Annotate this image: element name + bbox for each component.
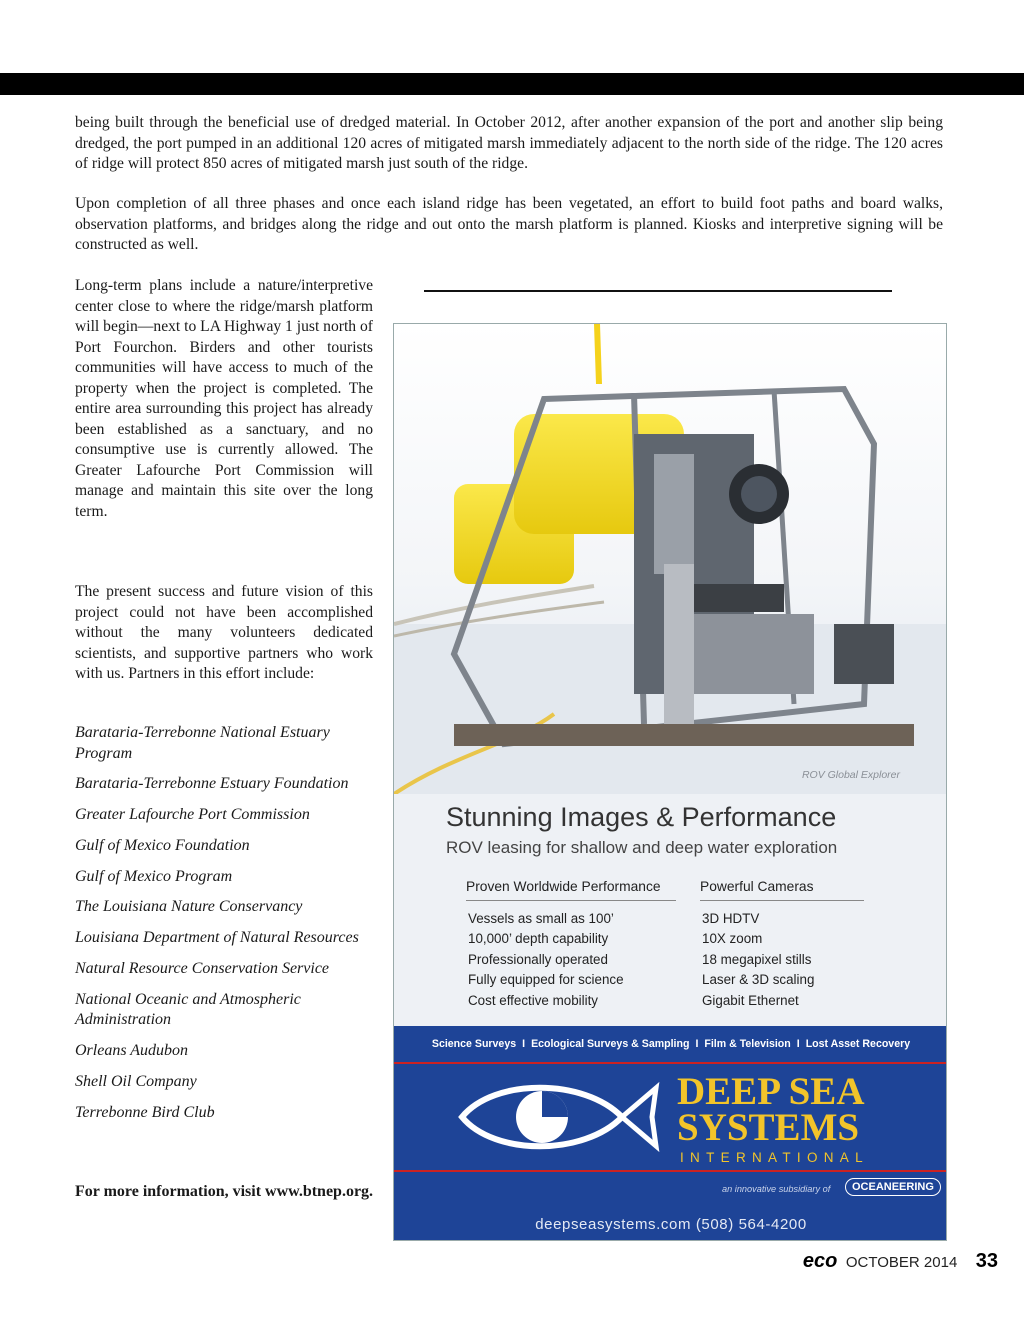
partner-item: Natural Resource Conservation Service	[75, 960, 330, 978]
feature-item: Professionally operated	[468, 951, 608, 967]
partner-item: National Oceanic and Atmospheric Administration	[75, 990, 301, 1029]
feature-item: 10X zoom	[702, 931, 763, 947]
photo-caption: ROV Global Explorer	[801, 769, 900, 781]
feature-title: Powerful Cameras	[700, 879, 864, 901]
partner-item: Gulf of Mexico Program	[75, 867, 233, 885]
body-paragraph-4: The present success and future vision of this project could not have been accomplished without the many volunteers dedicated scientists, and supportive partners who work with us. Partners in this effort include:	[75, 583, 373, 682]
magazine-logo: eco	[802, 1250, 838, 1272]
feature-item: Cost effective mobility	[468, 992, 598, 1008]
feature-column-cameras	[700, 879, 864, 1011]
body-paragraph-2: Upon completion of all three phases and once each island ridge has been vegetated, an effort to build foot paths and board walks, observation platforms, and bridges along the ridge and out onto the marsh platform is planned. Kiosks and interpretive signing will be constructed as well.	[75, 195, 943, 253]
partners-list	[75, 723, 385, 1134]
ad-subheadline: ROV leasing for shallow and deep water exploration	[446, 838, 838, 857]
partner-item: Shell Oil Company	[75, 1072, 197, 1090]
brand-name-line1: DEEP SEA	[677, 1070, 865, 1113]
service-item: Lost Asset Recovery	[805, 1038, 911, 1050]
advertisement[interactable]	[393, 323, 947, 1241]
body-paragraph-1: being built through the beneficial use of dredged material. In October 2012, after another expansion of the port and another slip being dredged, the port pumped in an additional 120 acres of mitigated marsh immediately adjacent to the north side of the ridge. The 120 acres of ridge will protect 850 acres of mitigated marsh just south of the ridge.	[75, 114, 943, 172]
oceaneering-logo: OCEANEERING	[845, 1178, 941, 1196]
services-bar	[394, 1026, 947, 1064]
service-item: Science Surveys	[431, 1038, 517, 1050]
partner-item: Terrebonne Bird Club	[75, 1103, 215, 1121]
top-black-bar	[0, 73, 1024, 95]
feature-item: Gigabit Ethernet	[702, 992, 799, 1008]
feature-item: Fully equipped for science	[468, 972, 624, 988]
feature-item: 18 megapixel stills	[702, 951, 812, 967]
feature-column-performance	[466, 879, 676, 1011]
partner-item: The Louisiana Nature Conservancy	[75, 898, 303, 916]
partner-item: Louisiana Department of Natural Resources	[75, 929, 359, 947]
service-separator: I	[695, 1038, 699, 1050]
partner-item: Greater Lafourche Port Commission	[75, 806, 310, 824]
contact-line[interactable]: deepseasystems.com (508) 564-4200	[535, 1216, 807, 1233]
body-paragraph-3: Long-term plans include a nature/interpretive center close to where the ridge/marsh platform will begin—next to LA Highway 1 just north of Port Fourchon. Birders and other tourists communities will have access to much of the property when the project is completed. The entire area surrounding this project has already been established as a sanctuary, and no consumptive use is currently allowed. The Greater Lafourche Port Commission will manage and maintain this site over the long term.	[75, 277, 373, 520]
feature-item: 3D HDTV	[702, 911, 760, 926]
ad-headline: Stunning Images & Performance	[446, 802, 837, 832]
partner-item: Barataria-Terrebonne Estuary Foundation	[75, 775, 349, 793]
service-item: Film & Television	[704, 1038, 791, 1050]
divider-rule	[424, 290, 892, 292]
issue-date: OCTOBER 2014	[845, 1254, 958, 1271]
contact-band	[394, 1172, 947, 1241]
partner-item: Orleans Audubon	[75, 1042, 189, 1060]
feature-title: Proven Worldwide Performance	[466, 879, 676, 901]
partner-item: Barataria-Terrebonne National Estuary Program	[75, 724, 330, 762]
feature-item: 10,000’ depth capability	[468, 931, 609, 947]
service-separator: I	[796, 1038, 800, 1050]
feature-item: Laser & 3D scaling	[702, 972, 815, 988]
more-info-link[interactable]: For more information, visit www.btnep.org.	[75, 1183, 374, 1200]
page-footer	[803, 1250, 998, 1273]
brand-name-line3: INTERNATIONAL	[680, 1150, 869, 1165]
service-separator: I	[522, 1038, 526, 1050]
brand-name-line2: SYSTEMS	[677, 1106, 860, 1149]
rov-photo	[394, 324, 947, 794]
subsidiary-text: an innovative subsidiary of	[722, 1184, 831, 1194]
service-item: Ecological Surveys & Sampling	[531, 1038, 690, 1050]
feature-item: Vessels as small as 100’	[468, 911, 614, 926]
page-number: 33	[975, 1250, 998, 1272]
logo-band	[394, 1064, 947, 1172]
fish-eye-logo-icon	[454, 1074, 664, 1160]
partner-item: Gulf of Mexico Foundation	[75, 836, 250, 854]
